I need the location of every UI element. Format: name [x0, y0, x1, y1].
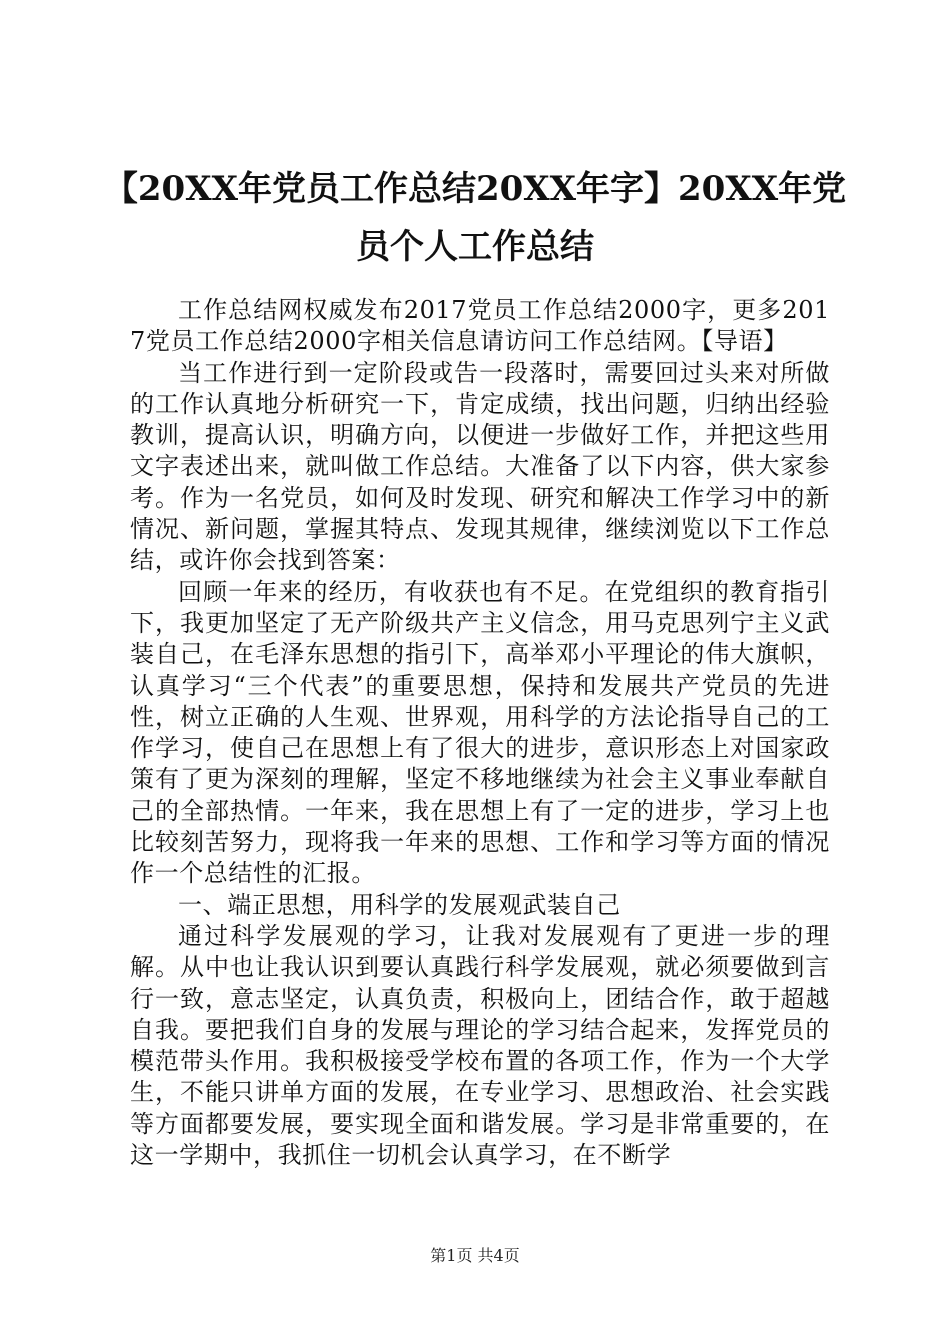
section-heading: 一、端正思想，用科学的发展观武装自己 — [178, 890, 621, 919]
document-title: 【20XX年党员工作总结20XX年字】20XX年党员个人工作总结 — [103, 169, 847, 267]
intro-paragraph: 工作总结网权威发布2017党员工作总结2000字，更多2017党员工作总结2000字相关信息请访问工作总结网。【导语】 — [130, 296, 830, 356]
document-body — [130, 295, 830, 1171]
body-paragraph: 通过科学发展观的学习，让我对发展观有了更进一步的理解。从中也让我认识到要认真践行科学发展观，就必须要做到言行一致，意志坚定，认真负责，积极向上，团结合作，敢于超越自我。要把我们自身的发展与理论的学习结合起来，发挥党员的模范带头作用。我积极接受学校布置的各项工作，作为一个大学生，不能只讲单方面的发展，在专业学习、思想政治、社会实践等方面都要发展，要实现全面和谐发展。学习是非常重要的，在这一学期中，我抓住一切机会认真学习，在不断学 — [130, 921, 830, 1170]
review-paragraph: 回顾一年来的经历，有收获也有不足。在党组织的教育指引下，我更加坚定了无产阶级共产主义信念，用马克思列宁主义武装自己，在毛泽东思想的指引下，高举邓小平理论的伟大旗帜，认真学习“三个代表”的重要思想，保持和发展共产党员的先进性，树立正确的人生观、世界观，用科学的方法论指导自己的工作学习，使自己在思想上有了很大的进步，意识形态上对国家政策有了更为深刻的理解，坚定不移地继续为社会主义事业奉献自己的全部热情。一年来，我在思想上有了一定的进步，学习上也比较刻苦努力，现将我一年来的思想、工作和学习等方面的情况作一个总结性的汇报。 — [130, 577, 830, 888]
page-number-footer: 第1页 共4页 — [430, 1246, 520, 1265]
preface-paragraph: 当工作进行到一定阶段或告一段落时，需要回过头来对所做的工作认真地分析研究一下，肯定成绩，找出问题，归纳出经验教训，提高认识，明确方向，以便进一步做好工作，并把这些用文字表述出来，就叫做工作总结。大准备了以下内容，供大家参考。作为一名党员，如何及时发现、研究和解决工作学习中的新情况、新问题，掌握其特点、发现其规律，继续浏览以下工作总结，或许你会找到答案： — [130, 358, 830, 575]
